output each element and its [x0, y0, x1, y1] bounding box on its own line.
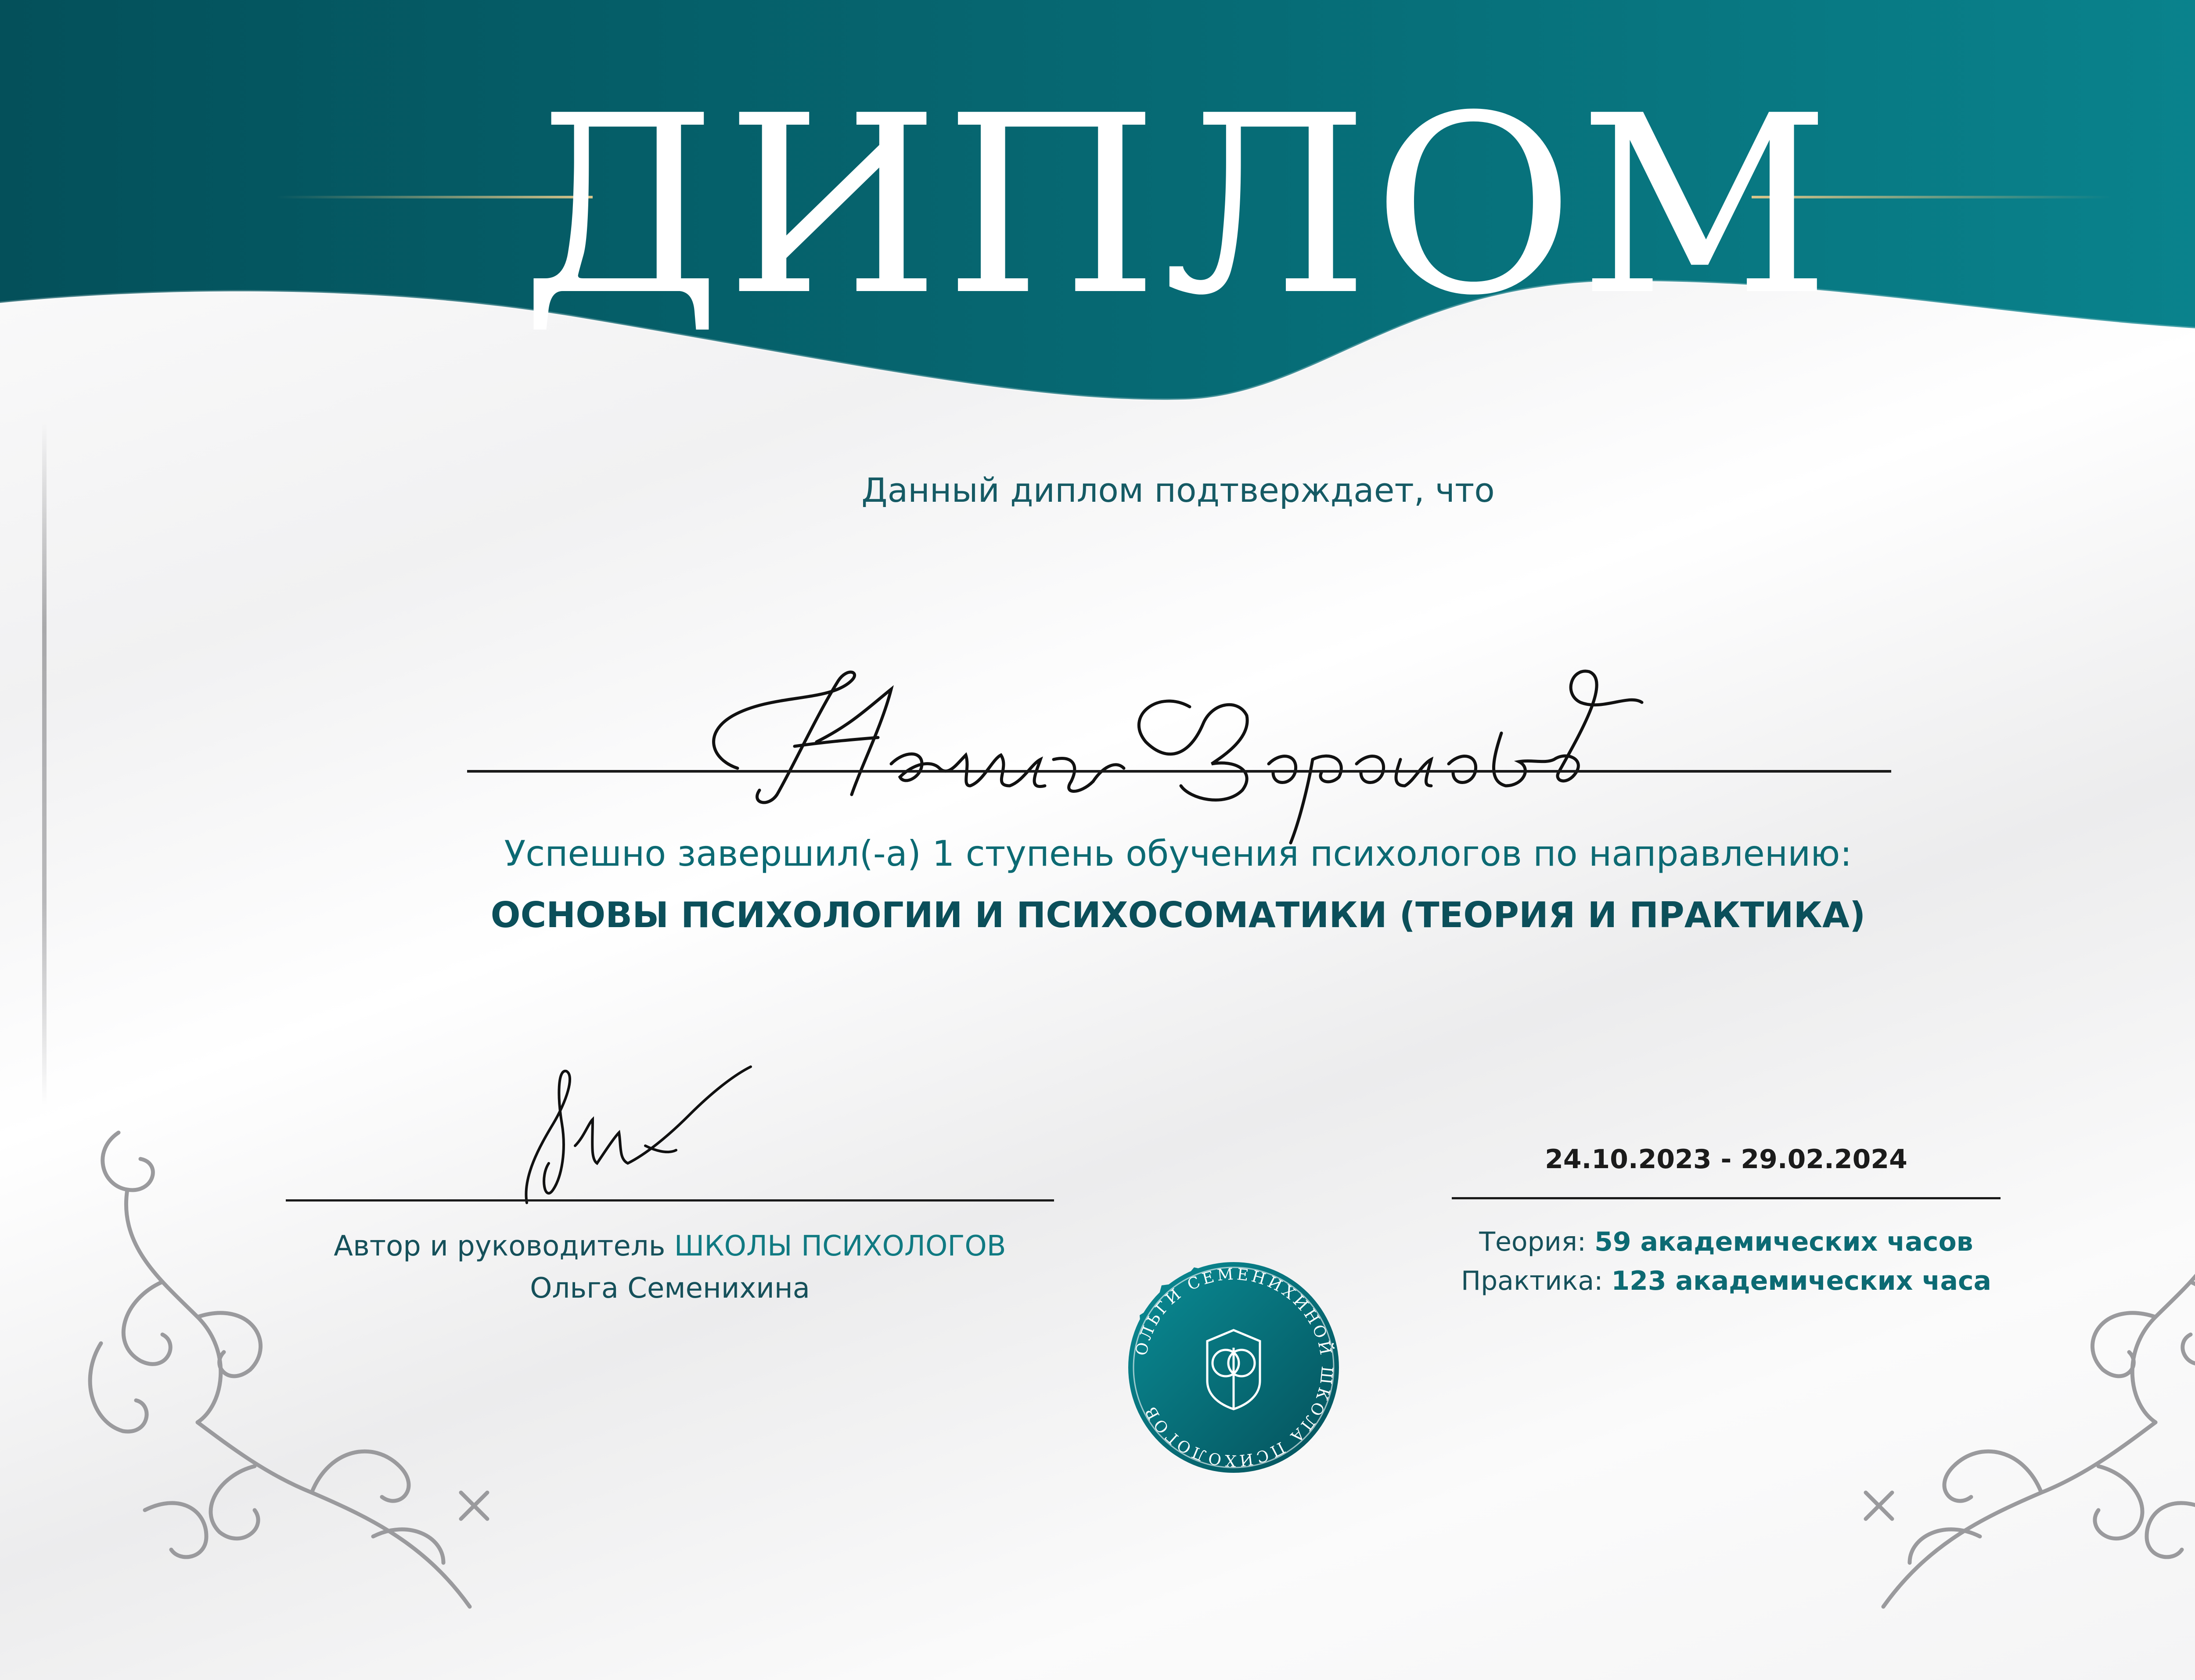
course-title: ОСНОВЫ ПСИХОЛОГИИ И ПСИХОСОМАТИКИ (ТЕОРИЯ И ПРАКТИКА): [490, 895, 1866, 935]
practice-value: 123 академических часа: [1611, 1266, 1992, 1296]
frame-line-left: [42, 421, 47, 1106]
theory-value: 59 академических часов: [1594, 1227, 1973, 1257]
study-dates: 24.10.2023 - 29.02.2024: [1545, 1144, 1907, 1175]
author-name: Ольга Семенихина: [530, 1272, 810, 1305]
completion-text: Успешно завершил(-а) 1 ступень обучения психологов по направлению:: [504, 833, 1852, 874]
svg-text:ОЛЬГИ СЕМЕНИХИНОЙ ШКОЛА ПСИХОЛ: ОЛЬГИ СЕМЕНИХИНОЙ ШКОЛА ПСИХОЛОГОВ: [1132, 1265, 1336, 1470]
practice-label: Практика:: [1461, 1266, 1612, 1296]
recipient-line: [467, 770, 1891, 773]
subtitle: Данный диплом подтверждает, что: [861, 471, 1495, 510]
author-school: ШКОЛЫ ПСИХОЛОГОВ: [674, 1230, 1006, 1263]
author-signature: [514, 1062, 768, 1216]
author-role-prefix: Автор и руководитель: [334, 1230, 674, 1263]
ornament-left: [66, 1115, 527, 1633]
ornament-right: [1826, 1115, 2195, 1633]
theory-label: Теория:: [1479, 1227, 1595, 1257]
recipient-signature: [685, 654, 1677, 847]
school-seal: [1102, 1236, 1365, 1499]
diploma-title: ДИПЛОМ: [521, 63, 1835, 349]
